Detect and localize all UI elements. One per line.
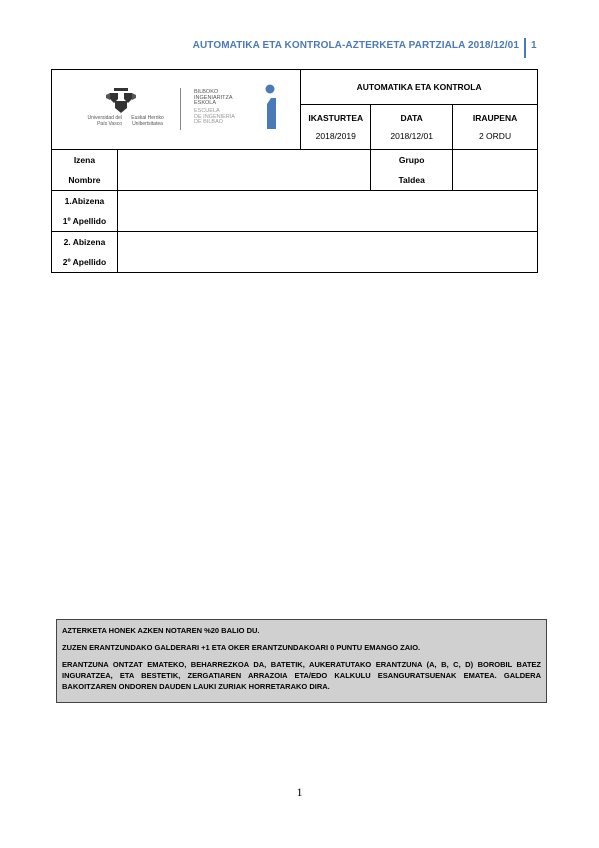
academic-year-label: IKASTURTEA [308, 113, 364, 123]
date-label: DATA [400, 113, 423, 123]
header-title: AUTOMATIKA ETA KONTROLA-AZTERKETA PARTZIALA 2018/12/01 [192, 40, 519, 51]
name-label-eu: Izena [73, 155, 96, 165]
surname2-label-cell [52, 232, 118, 273]
surname2-label-es: 2º Apellido [62, 257, 107, 267]
date-value: 2018/12/01 [390, 131, 433, 141]
instruction-weight: AZTERKETA HONEK AZKEN NOTAREN %20 BALIO DU. [62, 626, 260, 635]
header-divider [524, 38, 526, 58]
duration-cell [453, 105, 538, 150]
instruction-answering: ERANTZUNA ONTZAT EMATEKO, BEHARREZKOA DA, BATETIK, AUKERATUTAKO ERANTZUNA (A, B, C, D) BOROBIL BATEZ INGURATZEA, ETA BESTETIK, ZERGATIAREN ARRAZOIA ETA/EDO KALKULU ESANGURATSUENAK EMATEA. GALDERA BAKOITZAREN ONDOREN DAUDEN LAUKI ZURIAK HORRETARAKO DIRA. [62, 660, 541, 691]
group-label-cell [371, 150, 453, 191]
surname1-label-cell [52, 191, 118, 232]
exam-info-table [51, 69, 538, 273]
logo-divider [180, 88, 181, 130]
date-cell [371, 105, 453, 150]
name-field[interactable] [117, 150, 370, 191]
school-name-es: ESCUELA DE INGENIERÍA DE BILBAO [194, 108, 235, 125]
surname1-label-eu: 1.Abizena [64, 196, 105, 206]
university-logo-cell [52, 70, 301, 150]
upv-name-eu: Euskal Herriko Unibertsitatea [131, 115, 164, 127]
academic-year-value: 2018/2019 [315, 131, 356, 141]
surname2-field[interactable] [117, 232, 537, 273]
surname2-label-eu: 2. Abizena [63, 237, 106, 247]
exam-instructions-box [56, 619, 547, 703]
duration-value: 2 ORDU [478, 131, 512, 141]
instruction-scoring: ZUZEN ERANTZUNDAKO GALDERARI +1 ETA OKER ERANTZUNDAKOARI 0 PUNTU EMANGO ZAIO. [62, 643, 421, 652]
header-page-number: 1 [531, 40, 537, 51]
name-label-es: Nombre [68, 175, 101, 185]
footer-page-number: 1 [296, 785, 303, 799]
page-header [0, 38, 599, 58]
academic-year-cell [301, 105, 371, 150]
course-title: AUTOMATIKA ETA KONTROLA [301, 70, 538, 105]
university-logo [52, 70, 302, 149]
surname1-field[interactable] [117, 191, 537, 232]
group-label-eu: Grupo [398, 155, 425, 165]
school-name-eu: BILBOKO INGENIARITZA ESKOLA [194, 89, 233, 106]
upv-emblem-icon [104, 88, 138, 114]
surname1-label-es: 1º Apellido [62, 216, 107, 226]
school-i-icon [262, 84, 278, 130]
duration-label: IRAUPENA [472, 113, 518, 123]
group-label-es: Taldea [398, 175, 425, 185]
name-label-cell [52, 150, 118, 191]
upv-name-es: Universidad del País Vasco [87, 115, 122, 127]
group-field[interactable] [453, 150, 538, 191]
